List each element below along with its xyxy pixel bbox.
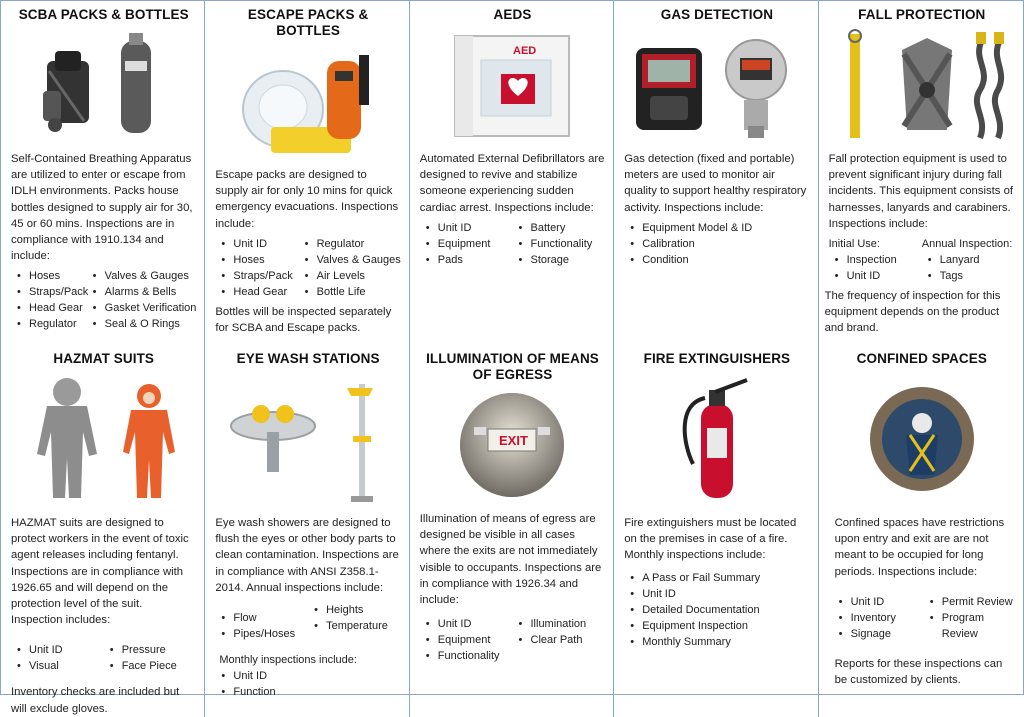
panel-description: Confined spaces have restrictions upon entry and exit are are not meant to be occupied for long periods. Inspections include: [834,517,1005,578]
panel-title: ILLUMINATION OF MEANS OF EGRESS [426,351,599,382]
inspection-list-col1 [420,220,513,268]
inspection-list-col1 [215,236,298,300]
panel-title: SCBA PACKS & BOTTLES [18,7,189,22]
list-item: • Unit ID [835,268,922,284]
inspection-list-col2 [924,594,1015,642]
list-item: • Bottle Life [305,284,401,300]
panel-escape-packs [205,1,409,345]
list-item: • Unit ID [426,220,513,236]
escape-pack-image [215,43,400,161]
monthly-list [215,668,400,700]
list-item: • Condition [630,252,809,268]
panel-note: Reports for these inspections can be customized by clients. [834,657,1003,687]
panel-illumination-of-egress [410,345,614,717]
inspection-list [624,570,809,650]
panel-aeds [410,1,614,345]
list-item: • Unit ID [839,594,924,610]
inspection-list-col1 [624,570,809,650]
panel-confined-spaces [819,345,1023,717]
list-item: • Unit ID [630,586,809,602]
inspection-list [829,594,1015,642]
list-item: • Flow [221,610,308,626]
panel-fall-protection [819,1,1023,345]
list-item: • Face Piece [110,658,197,674]
list-item: • Unit ID [221,236,298,252]
list-item: • Monthly Summary [630,634,809,650]
inspection-list-col2 [513,220,606,268]
panel-title: AEDS [493,7,532,22]
list-item: • Permit Review [930,594,1015,610]
panel-scba [1,1,205,345]
list-item: • Hoses [17,268,93,284]
panel-title: CONFINED SPACES [856,351,987,366]
list-item: • Unit ID [17,642,104,658]
inspection-list-col2 [104,642,197,674]
panel-note: The frequency of inspection for this equipment depends on the product and brand. [824,290,1001,335]
fire-extinguisher-image [624,369,809,509]
list-item: • Air Levels [305,268,401,284]
list-item: • Regulator [305,236,401,252]
list-item: • Head Gear [221,284,298,300]
panel-title: FIRE EXTINGUISHERS [643,351,791,366]
list-item: • Valves & Gauges [93,268,197,284]
list-item: • Detailed Documentation [630,602,809,618]
inspection-list [829,236,1015,284]
inspection-list-col1 [11,642,104,674]
list-item: • Calibration [630,236,809,252]
panel-title: GAS DETECTION [660,7,774,22]
list-item: • Functionality [519,236,606,252]
panel-note: Bottles will be inspected separately for SCBA and Escape packs. [215,305,392,335]
list-item: • Visual [17,658,104,674]
panel-description: Self-Contained Breathing Apparatus are utilized to enter or escape from IDLH environments. Packs house bottles designed to supply air for 30, 45 or 60 mins. Inspections are in compliance with 1910.134 and include: [11,153,193,263]
panel-fire-extinguishers [614,345,818,717]
list-item: • Head Gear [17,300,93,316]
list-item: • Unit ID [221,668,400,684]
panel-note: Inventory checks are included but will exclude gloves. [11,686,180,715]
list-item: • Pads [426,252,513,268]
inspection-list-col1 [829,252,922,284]
list-item: • Signage [839,626,924,642]
list-item: • Function [221,684,400,700]
inspection-list-col1 [829,594,924,642]
monthly-inspection-list [215,668,400,700]
panel-description: Eye wash showers are designed to flush the eyes or other body parts to clean contamination. Inspections are in compliance with ANSI Z358.1-2014. Annual inspections include: [215,517,399,594]
inspection-list-col2 [922,252,1015,284]
inspection-list-col2 [513,616,606,664]
list-item: • Program Review [930,610,1002,642]
harness-and-lanyard-image [829,27,1015,145]
exit-label: EXIT [499,433,529,448]
list-heading-initial-use: Initial Use: [828,238,880,251]
list-heading-annual-inspection: Annual Inspection: [921,238,1013,251]
list-item: • Hoses [221,252,298,268]
panel-title: EYE WASH STATIONS [236,351,380,366]
list-item: • Clear Path [519,632,606,648]
panel-description: HAZMAT suits are designed to protect workers in the event of toxic agent releases including fentanyl. Inspections are in compliance with 1926.65 and will depend on the protection level of the suit. Inspection includes: [11,517,189,627]
list-item: • Gasket Verification [93,300,197,316]
monthly-inspections-heading: Monthly inspections include: [219,654,357,667]
list-item: • Valves & Gauges [305,252,401,268]
aed-cabinet-image [420,27,605,145]
exit-sign-image [420,385,605,505]
list-item: • Tags [928,268,1015,284]
inspection-list-col1 [11,268,93,332]
list-item: • Illumination [519,616,606,632]
inspection-list [624,220,809,268]
panel-description: Automated External Defibrillators are designed to revive and stabilize someone experiencing sudden cardiac arrest. Inspections include: [419,153,605,214]
panel-description: Gas detection (fixed and portable) meters are used to monitor air quality to support healthy respiratory activity. Inspections include: [624,153,807,214]
inspection-list [420,220,605,268]
panel-title: HAZMAT SUITS [53,351,155,366]
panel-description: Escape packs are designed to supply air for only 10 mins for quick emergency evacuations. Inspections include: [215,169,399,230]
confined-space-worker-image [829,369,1015,509]
list-item: • A Pass or Fail Summary [630,570,809,586]
list-item: • Seal & O Rings [93,316,197,332]
inspection-list-col1 [420,616,513,664]
panel-description: Illumination of means of egress are designed be visible in all cases where the exits are not immediately visible to occupants. Inspections are in compliance with 1926.34 and include: [419,513,602,607]
list-item: • Battery [519,220,606,236]
list-item: • Equipment Inspection [630,618,809,634]
list-item: • Straps/Pack [17,284,93,300]
panel-title: ESCAPE PACKS & BOTTLES [247,7,369,38]
list-item: • Equipment [426,236,513,252]
inspection-list-col2 [299,236,401,300]
list-item: • Lanyard [928,252,1015,268]
panel-hazmat-suits [1,345,205,717]
inspection-list [11,268,196,332]
inspection-list-col1 [215,602,308,642]
list-item: • Inspection [835,252,922,268]
panel-gas-detection [614,1,818,345]
inspection-list [215,602,400,642]
list-item: • Temperature [314,618,401,634]
panel-description: Fire extinguishers must be located on the premises in case of a fire. Monthly inspections include: [624,517,797,562]
scba-pack-and-bottle-image [11,27,196,145]
panel-description: Fall protection equipment is used to prevent significant injury during fall incidents. This equipment consists of harnesses, lanyards and carabiners. Inspections include: [828,153,1013,230]
panel-title: FALL PROTECTION [858,7,986,22]
inspection-list-col1 [624,220,809,268]
list-item: • Inventory [839,610,924,626]
gas-detector-image [624,27,809,145]
inspection-list-col2 [93,268,197,332]
list-item: • Equipment [426,632,513,648]
inspection-list [215,236,400,300]
list-item: • Pressure [110,642,197,658]
aed-label: AED [513,45,537,57]
inspection-list [420,616,605,664]
list-item: • Storage [519,252,606,268]
hazmat-suit-image [11,369,196,509]
list-item: • Regulator [17,316,93,332]
inspection-list [11,642,196,674]
inspection-list-col2 [308,602,401,642]
panel-eye-wash-stations [205,345,409,717]
eye-wash-station-image [215,369,400,509]
list-item: • Alarms & Bells [93,284,197,300]
list-item: • Straps/Pack [221,268,298,284]
list-item: • Equipment Model & ID [630,220,809,236]
list-item: • Heights [314,602,401,618]
list-item: • Pipes/Hoses [221,626,308,642]
list-item: • Unit ID [426,616,513,632]
list-item: • Functionality [426,648,513,664]
